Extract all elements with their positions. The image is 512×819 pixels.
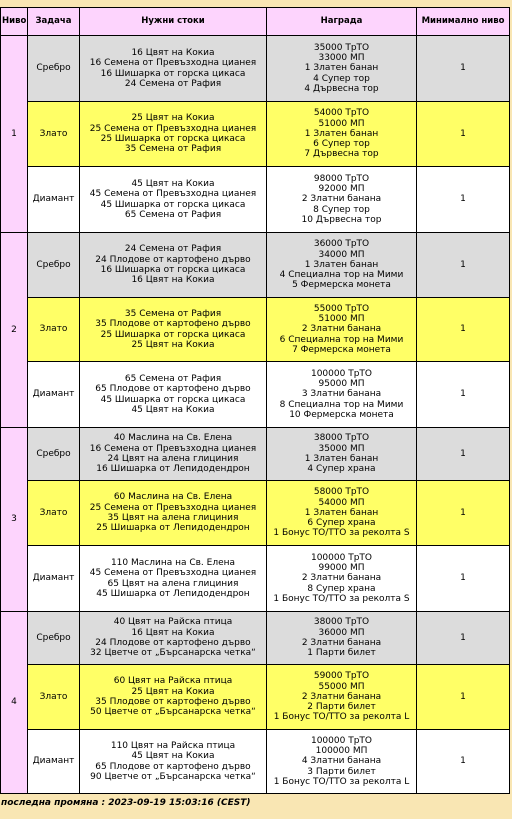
table-row [1,102,510,167]
reward-line: 3 Златни банана [301,389,382,400]
goods-line: 65 Плодове от картофено дърво [95,761,251,772]
goods-line: 65 Плодове от картофено дърво [95,384,251,395]
goods-line: 45 Цвят на Кокиа [131,404,215,415]
level-cell: 3 [1,428,28,612]
table-row [1,167,510,233]
min-level-cell: 1 [417,546,510,612]
goods-line: 110 Цвят на Райска птица [110,740,236,751]
goods-line: 16 Цвят на Кокиа [131,47,215,58]
last-modified: последна промяна : 2023-09-19 15:03:16 (CEST) [1,798,251,808]
reward-line: 1 Бонус ТО/ТТО за реколта L [273,776,410,787]
goods-line: 40 Цвят на Райска птица [113,617,233,628]
header-min-level: Минимално ниво [417,8,510,36]
table-row [1,36,510,102]
goods-line: 25 Цвят на Кокиа [131,339,215,350]
goods-line: 60 Цвят на Райска птица [113,676,233,687]
reward-line: 2 Златни банана [301,638,382,648]
task-cell: Диамант [28,167,80,233]
reward-line: 2 Златни банана [301,573,382,584]
goods-cell [80,362,267,428]
table-row [1,233,510,298]
goods-cell [80,102,267,167]
goods-line: 24 Плодове от картофено дърво [95,638,251,648]
reward-line: 55000 МП [318,681,365,692]
goods-line: 16 Цвят на Кокиа [131,275,215,286]
task-cell: Диамант [28,362,80,428]
reward-cell [267,36,417,102]
table-row [1,665,510,730]
reward-line: 3 Парти билет [307,766,376,777]
table-row [1,362,510,428]
reward-line: 5 Фермерска монета [292,280,391,291]
goods-cell [80,481,267,546]
goods-line: 24 Цвят на алена глициния [107,454,239,464]
table-body [1,36,510,794]
task-cell: Злато [28,665,80,730]
min-level-cell: 1 [417,298,510,362]
reward-line: 10 Дървесна тор [301,214,382,225]
min-level-cell: 1 [417,428,510,481]
min-level-cell: 1 [417,730,510,794]
goods-line: 35 Плодове от картофено дърво [95,319,251,330]
reward-line: 55000 ТрТО [313,303,370,314]
task-cell: Сребро [28,612,80,665]
goods-line: 25 Шишарка от горска цикаса [100,329,246,340]
reward-line: 59000 ТрТО [313,671,370,682]
reward-line: 1 Бонус ТО/ТТО за реколта S [273,593,410,604]
goods-line: 90 Цветче от „Бърсанарска четка“ [90,771,256,782]
reward-line: 51000 МП [318,118,365,129]
min-level-cell: 1 [417,233,510,298]
reward-line: 95000 МП [318,379,365,390]
goods-line: 25 Шишарка от Лепидодендрон [96,523,250,534]
reward-line: 36000 ТрТО [313,239,370,250]
reward-line: 51000 МП [318,314,365,325]
goods-cell [80,233,267,298]
reward-line: 100000 МП [315,746,368,757]
reward-line: 33000 МП [318,53,365,64]
reward-line: 6 Супер тор [313,139,370,150]
goods-line: 65 Цвят на алена глициния [107,578,239,589]
goods-cell [80,298,267,362]
min-level-cell: 1 [417,102,510,167]
task-cell: Диамант [28,546,80,612]
reward-line: 10 Фермерска монета [289,409,394,420]
goods-line: 110 Маслина на Св. Елена [110,557,236,568]
reward-cell [267,298,417,362]
min-level-cell: 1 [417,167,510,233]
reward-cell [267,730,417,794]
reward-cell [267,546,417,612]
reward-line: 99000 МП [318,563,365,574]
reward-line: 38000 ТрТО [313,617,370,628]
reward-line: 7 Дървесна тор [304,149,379,160]
header-level: Ниво [1,8,28,36]
reward-line: 1 Златен банан [304,259,379,270]
min-level-cell: 1 [417,36,510,102]
goods-line: 45 Шишарка от Лепидодендрон [96,588,250,599]
goods-line: 25 Семена от Превъзходна цианея [89,123,257,134]
goods-cell [80,730,267,794]
reward-line: 2 Парти билет [307,702,376,713]
goods-line: 35 Плодове от картофено дърво [95,697,251,707]
goods-line: 45 Семена от Превъзходна цианея [89,568,257,579]
goods-line: 45 Шишарка от горска цикаса [100,394,246,405]
reward-cell [267,362,417,428]
table-row [1,730,510,794]
reward-line: 1 Бонус ТО/ТТО за реколта L [273,712,410,723]
min-level-cell: 1 [417,481,510,546]
reward-line: 35000 МП [318,443,365,454]
reward-line: 4 Специална тор на Мими [279,270,404,281]
goods-line: 32 Цветче от „Бърсанарска четка“ [90,648,256,659]
goods-line: 16 Шишарка от горска цикаса [100,265,246,275]
goods-line: 50 Цветче от „Бърсанарска четка“ [90,707,256,718]
reward-line: 58000 ТрТО [313,487,370,498]
goods-line: 24 Семена от Рафия [124,78,222,89]
goods-line: 16 Цвят на Кокиа [131,627,215,638]
reward-line: 4 Златни банана [301,756,382,767]
goods-line: 25 Цвят на Кокиа [131,686,215,697]
header-goods: Нужни стоки [80,8,267,36]
reward-cell [267,612,417,665]
reward-line: 54000 МП [318,497,365,508]
level-cell: 4 [1,612,28,794]
reward-line: 4 Дървесна тор [304,83,379,94]
reward-line: 1 Златен банан [304,454,379,464]
reward-line: 92000 МП [318,184,365,195]
goods-line: 35 Семена от Рафия [124,308,222,319]
task-cell: Сребро [28,428,80,481]
goods-cell [80,665,267,730]
reward-line: 2 Златни банана [301,324,382,335]
reward-line: 8 Супер храна [307,583,376,594]
reward-line: 1 Златен банан [304,63,379,74]
reward-line: 2 Златни банана [301,194,382,205]
goods-line: 35 Цвят на алена глициния [107,513,239,523]
reward-line: 36000 МП [318,627,365,638]
goods-line: 25 Шишарка от горска цикаса [100,134,246,144]
reward-cell [267,481,417,546]
quest-table [0,7,510,794]
task-cell: Диамант [28,730,80,794]
table-row [1,428,510,481]
goods-line: 25 Цвят на Кокиа [131,113,215,124]
reward-line: 8 Специална тор на Мими [279,399,404,410]
goods-line: 65 Семена от Рафия [124,209,222,220]
goods-line: 24 Семена от Рафия [124,244,222,255]
reward-line: 4 Супер храна [307,464,376,475]
task-cell: Злато [28,481,80,546]
goods-line: 35 Семена от Рафия [124,144,222,155]
reward-line: 54000 ТрТО [313,108,370,119]
reward-line: 100000 ТрТО [310,368,372,379]
goods-line: 16 Семена от Превъзходна цианея [89,443,257,454]
goods-line: 40 Маслина на Св. Елена [113,433,233,444]
goods-cell [80,428,267,481]
reward-line: 2 Златни банана [301,691,382,702]
reward-line: 8 Супер тор [313,204,370,215]
min-level-cell: 1 [417,612,510,665]
goods-line: 25 Семена от Превъзходна цианея [89,502,257,513]
reward-line: 1 Бонус ТО/ТТО за реколта S [273,528,410,539]
reward-line: 6 Специална тор на Мими [279,334,404,345]
reward-line: 38000 ТрТО [313,433,370,444]
reward-line: 35000 ТрТО [313,42,370,53]
reward-cell [267,233,417,298]
reward-line: 1 Златен банан [304,128,379,139]
goods-cell [80,167,267,233]
task-cell: Сребро [28,233,80,298]
min-level-cell: 1 [417,362,510,428]
goods-line: 24 Плодове от картофено дърво [95,254,251,265]
header-row [1,8,510,36]
table-row [1,298,510,362]
reward-line: 98000 ТрТО [313,173,370,184]
goods-line: 16 Семена от Превъзходна цианея [89,58,257,69]
goods-line: 16 Шишарка от Лепидодендрон [96,464,250,475]
reward-line: 1 Парти билет [307,648,376,659]
goods-cell [80,546,267,612]
reward-cell [267,167,417,233]
reward-cell [267,428,417,481]
reward-cell [267,102,417,167]
task-cell: Злато [28,298,80,362]
goods-line: 16 Шишарка от горска цикаса [100,68,246,79]
reward-cell [267,665,417,730]
goods-line: 45 Цвят на Кокиа [131,178,215,189]
min-level-cell: 1 [417,665,510,730]
level-cell: 1 [1,36,28,233]
reward-line: 100000 ТрТО [310,552,372,563]
goods-line: 45 Семена от Превъзходна цианея [89,189,257,200]
table-row [1,546,510,612]
goods-cell [80,612,267,665]
goods-cell [80,36,267,102]
header-task: Задача [28,8,80,36]
reward-line: 6 Супер храна [307,518,376,529]
table-row [1,481,510,546]
reward-line: 7 Фермерска монета [292,344,391,355]
reward-line: 1 Златен банан [304,507,379,518]
level-cell: 2 [1,233,28,428]
reward-line: 4 Супер тор [313,73,370,84]
reward-line: 100000 ТрТО [310,735,372,746]
reward-line: 34000 МП [318,249,365,260]
task-cell: Злато [28,102,80,167]
table-row [1,612,510,665]
header-reward: Награда [267,8,417,36]
goods-line: 65 Семена от Рафия [124,373,222,384]
goods-line: 60 Маслина на Св. Елена [113,492,233,503]
task-cell: Сребро [28,36,80,102]
goods-line: 45 Шишарка от горска цикаса [100,199,246,210]
goods-line: 45 Цвят на Кокиа [131,751,215,762]
